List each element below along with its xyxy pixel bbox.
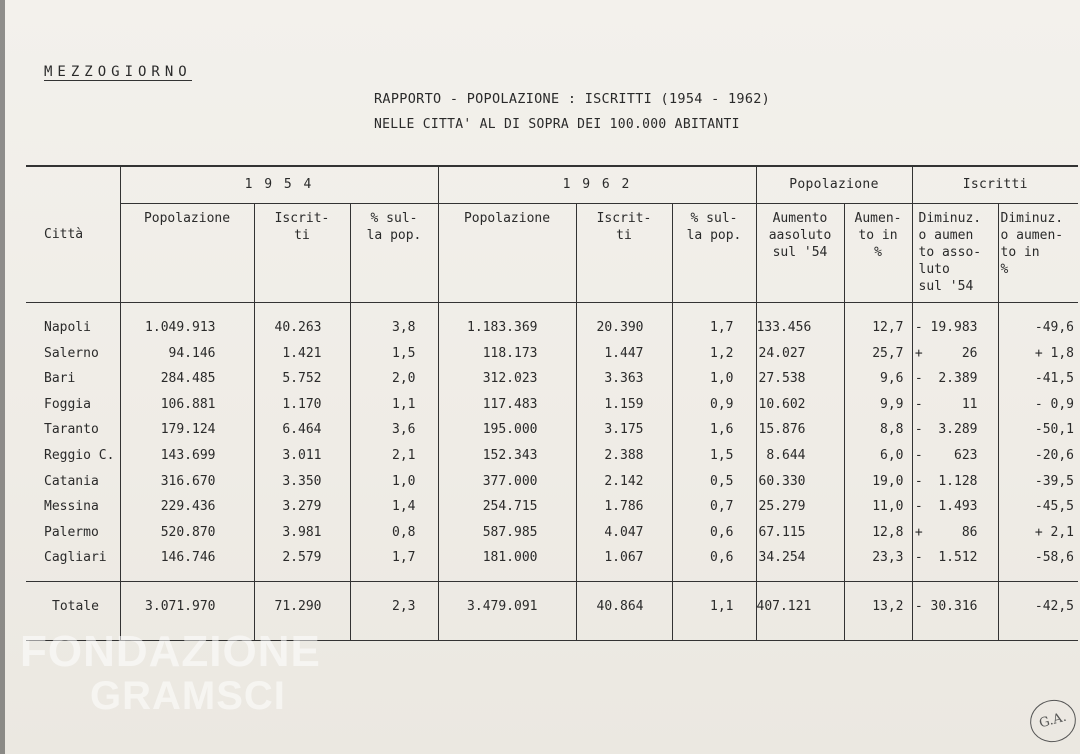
cell-aum-pct: 12,8: [844, 520, 912, 546]
cell-pop62: 3.479.091: [438, 581, 576, 640]
cell-aum-ass: 67.115: [756, 520, 844, 546]
cell-isc-pct: - 0,9: [998, 392, 1078, 418]
city-name: Cagliari: [44, 550, 107, 566]
cell-pct54: 1,5: [350, 341, 438, 367]
document-title: RAPPORTO - POPOLAZIONE : ISCRITTI (1954 - 1962): [374, 91, 771, 107]
cell-pct54: 2,1: [350, 443, 438, 469]
cell-aum-ass: 24.027: [756, 341, 844, 367]
cell-pop54: 3.071.970: [120, 581, 254, 640]
cell-aum-pct: 25,7: [844, 341, 912, 367]
cell-pct54: 3,8: [350, 315, 438, 341]
cell-isc-pct: -42,5: [998, 581, 1078, 640]
cell-isc-ass: + 26: [912, 341, 998, 367]
cell-pct54: 1,1: [350, 392, 438, 418]
group-1954: 1 9 5 4: [120, 166, 438, 204]
cell-isc-pct: -41,5: [998, 366, 1078, 392]
table-row: [26, 392, 1078, 418]
cell-isc54: 40.263: [254, 315, 350, 341]
header-citta: Città: [26, 166, 120, 303]
cell-aum-pct: 6,0: [844, 443, 912, 469]
cell-pop54: 284.485: [120, 366, 254, 392]
cell-isc62: 3.175: [576, 417, 672, 443]
cell-isc54: 3.981: [254, 520, 350, 546]
subheader-aumento-assoluto: Aumento aasoluto sul '54: [756, 204, 844, 303]
cell-isc54: 3.279: [254, 494, 350, 520]
cell-pop62: 152.343: [438, 443, 576, 469]
cell-isc-ass: - 3.289: [912, 417, 998, 443]
cell-pct62: 0,5: [672, 469, 756, 495]
cell-pop54: 179.124: [120, 417, 254, 443]
cell-aum-pct: 19,0: [844, 469, 912, 495]
subheader-aumento-pct: Aumen- to in %: [844, 204, 912, 303]
cell-isc54: 1.170: [254, 392, 350, 418]
city-name: Salerno: [44, 345, 99, 361]
table-row: [26, 366, 1078, 392]
cell-isc-ass: - 19.983: [912, 315, 998, 341]
cell-isc62: 1.067: [576, 545, 672, 571]
document-heading: MEZZOGIORNO: [44, 64, 192, 80]
cell-pop62: 377.000: [438, 469, 576, 495]
subheader-iscritti-1962: Iscrit- ti: [576, 204, 672, 303]
cell-isc-ass: - 1.128: [912, 469, 998, 495]
cell-pop62: 117.483: [438, 392, 576, 418]
cell-aum-ass: 27.538: [756, 366, 844, 392]
table-body: [26, 303, 1078, 641]
cell-pct54: 3,6: [350, 417, 438, 443]
cell-isc62: 1.159: [576, 392, 672, 418]
cell-pct62: 1,1: [672, 581, 756, 640]
cell-isc-pct: -45,5: [998, 494, 1078, 520]
group-iscritti: Iscritti: [912, 166, 1078, 204]
group-1962: 1 9 6 2: [438, 166, 756, 204]
cell-isc54: 2.579: [254, 545, 350, 571]
cell-pct62: 1,2: [672, 341, 756, 367]
watermark-line1: FONDAZIONE: [20, 627, 321, 676]
city-name: Messina: [44, 499, 99, 515]
cell-pct62: 1,7: [672, 315, 756, 341]
cell-aum-ass: 34.254: [756, 545, 844, 571]
city-name: Foggia: [44, 396, 91, 412]
city-name: Bari: [44, 371, 76, 387]
cell-pop54: 1.049.913: [120, 315, 254, 341]
cell-pct54: 0,8: [350, 520, 438, 546]
archive-stamp: G.A.: [1025, 695, 1080, 747]
subheader-iscritti-pct: Diminuz. o aumen- to in %: [998, 204, 1078, 303]
cell-aum-pct: 12,7: [844, 315, 912, 341]
subheader-iscritti-assoluto: Diminuz. o aumen to asso- luto sul '54: [912, 204, 998, 303]
cell-aum-pct: 23,3: [844, 545, 912, 571]
subheader-pct-1954: % sul- la pop.: [350, 204, 438, 303]
cell-pop54: 146.746: [120, 545, 254, 571]
cell-isc62: 2.142: [576, 469, 672, 495]
cell-aum-pct: 9,6: [844, 366, 912, 392]
cell-isc54: 3.350: [254, 469, 350, 495]
cell-pct62: 0,6: [672, 545, 756, 571]
subheader-pop-1962: Popolazione: [438, 204, 576, 303]
cell-isc54: 71.290: [254, 581, 350, 640]
cell-isc-pct: -20,6: [998, 443, 1078, 469]
group-popolazione: Popolazione: [756, 166, 912, 204]
cell-aum-pct: 11,0: [844, 494, 912, 520]
cell-isc-pct: + 2,1: [998, 520, 1078, 546]
cell-pct54: 2,3: [350, 581, 438, 640]
cell-isc54: 5.752: [254, 366, 350, 392]
cell-aum-pct: 9,9: [844, 392, 912, 418]
cell-pop54: 520.870: [120, 520, 254, 546]
table-row: [26, 443, 1078, 469]
table-row: [26, 520, 1078, 546]
watermark: [20, 627, 321, 718]
cell-isc-ass: - 30.316: [912, 581, 998, 640]
page-edge-shadow: [0, 0, 5, 754]
cell-aum-ass: 133.456: [756, 315, 844, 341]
cell-isc-pct: -39,5: [998, 469, 1078, 495]
city-name: Taranto: [44, 422, 99, 438]
subheader-pop-1954: Popolazione: [120, 204, 254, 303]
cell-isc54: 6.464: [254, 417, 350, 443]
cell-pct62: 1,5: [672, 443, 756, 469]
city-name: Reggio C.: [44, 447, 115, 463]
table-row: [26, 494, 1078, 520]
cell-isc-ass: - 2.389: [912, 366, 998, 392]
cell-isc62: 2.388: [576, 443, 672, 469]
cell-pop54: 316.670: [120, 469, 254, 495]
cell-pct54: 1,4: [350, 494, 438, 520]
cell-isc-ass: - 1.512: [912, 545, 998, 571]
table-row: [26, 469, 1078, 495]
cell-isc62: 40.864: [576, 581, 672, 640]
cell-pop62: 118.173: [438, 341, 576, 367]
cell-isc-ass: - 623: [912, 443, 998, 469]
cell-isc-pct: -50,1: [998, 417, 1078, 443]
cell-isc62: 1.786: [576, 494, 672, 520]
watermark-line2: GRAMSCI: [90, 674, 286, 718]
cell-aum-ass: 407.121: [756, 581, 844, 640]
cell-aum-ass: 15.876: [756, 417, 844, 443]
cell-pop62: 587.985: [438, 520, 576, 546]
cell-isc-ass: - 1.493: [912, 494, 998, 520]
cell-isc-pct: -49,6: [998, 315, 1078, 341]
cell-isc54: 1.421: [254, 341, 350, 367]
cell-aum-pct: 13,2: [844, 581, 912, 640]
cell-isc62: 3.363: [576, 366, 672, 392]
cell-aum-pct: 8,8: [844, 417, 912, 443]
cell-pop62: 312.023: [438, 366, 576, 392]
cell-isc-pct: -58,6: [998, 545, 1078, 571]
total-label: Totale: [26, 581, 120, 640]
cell-aum-ass: 10.602: [756, 392, 844, 418]
cell-pct62: 0,9: [672, 392, 756, 418]
subheader-iscritti-1954: Iscrit- ti: [254, 204, 350, 303]
city-name: Catania: [44, 473, 99, 489]
table-row: [26, 545, 1078, 571]
cell-isc-ass: + 86: [912, 520, 998, 546]
table-row: [26, 341, 1078, 367]
subheader-pct-1962: % sul- la pop.: [672, 204, 756, 303]
cell-isc62: 20.390: [576, 315, 672, 341]
cell-isc-pct: + 1,8: [998, 341, 1078, 367]
cell-isc54: 3.011: [254, 443, 350, 469]
cell-pop62: 254.715: [438, 494, 576, 520]
cell-aum-ass: 25.279: [756, 494, 844, 520]
cell-isc62: 4.047: [576, 520, 672, 546]
cell-pct54: 2,0: [350, 366, 438, 392]
cell-pct62: 0,7: [672, 494, 756, 520]
cell-aum-ass: 8.644: [756, 443, 844, 469]
cell-pct62: 1,6: [672, 417, 756, 443]
city-name: Palermo: [44, 524, 99, 540]
cell-aum-ass: 60.330: [756, 469, 844, 495]
cell-pop54: 229.436: [120, 494, 254, 520]
document-subtitle: NELLE CITTA' AL DI SOPRA DEI 100.000 ABITANTI: [374, 117, 740, 132]
city-name: Napoli: [44, 320, 91, 335]
cell-pop62: 181.000: [438, 545, 576, 571]
table-row: [26, 417, 1078, 443]
table-row: [26, 315, 1078, 341]
cell-pct62: 1,0: [672, 366, 756, 392]
cell-pop54: 106.881: [120, 392, 254, 418]
data-table: [26, 165, 1078, 641]
cell-pct62: 0,6: [672, 520, 756, 546]
cell-pop62: 195.000: [438, 417, 576, 443]
cell-pct54: 1,7: [350, 545, 438, 571]
cell-isc-ass: - 11: [912, 392, 998, 418]
cell-isc62: 1.447: [576, 341, 672, 367]
cell-pop62: 1.183.369: [438, 315, 576, 341]
cell-pop54: 143.699: [120, 443, 254, 469]
cell-pop54: 94.146: [120, 341, 254, 367]
cell-pct54: 1,0: [350, 469, 438, 495]
